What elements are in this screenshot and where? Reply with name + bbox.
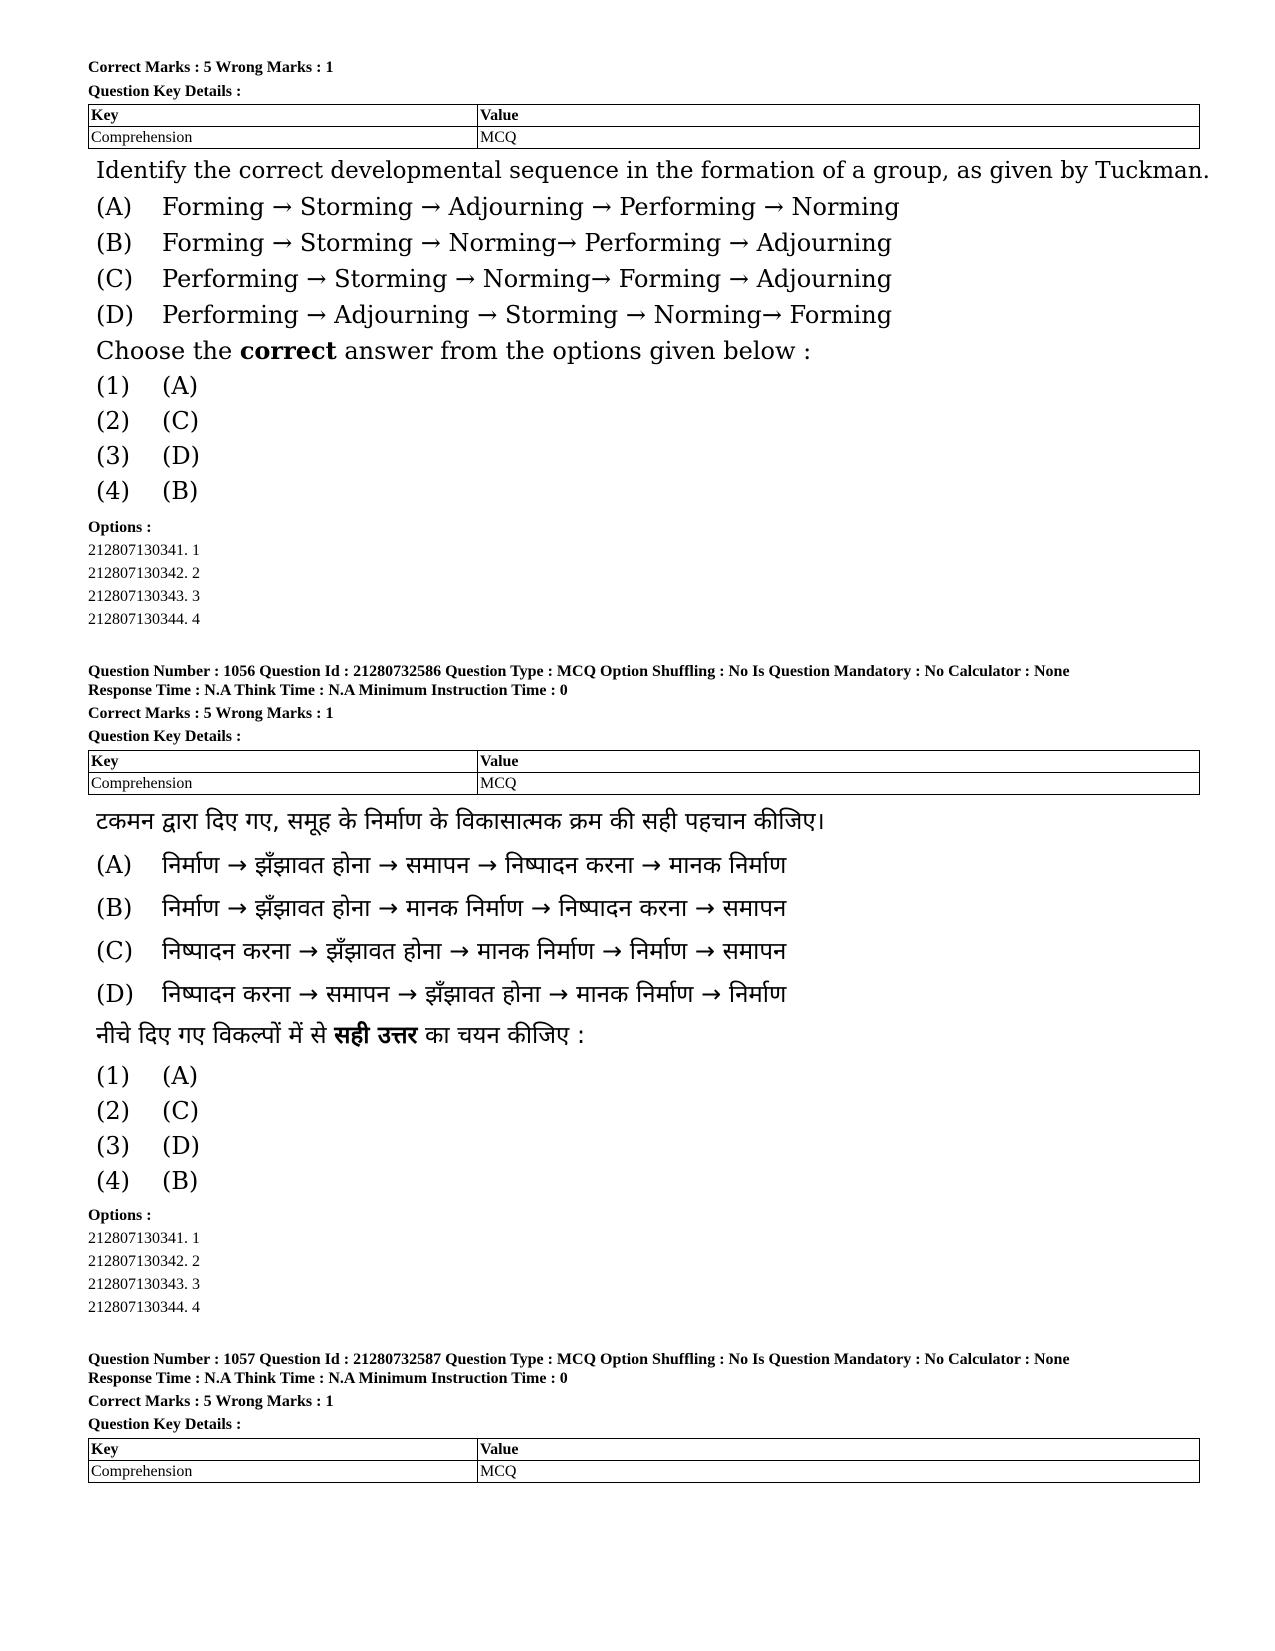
choice-text: Forming → Storming → Norming→ Performing → Adjourning xyxy=(162,229,893,257)
answer-row xyxy=(96,476,198,506)
marks-line: Correct Marks : 5 Wrong Marks : 1 xyxy=(88,1393,334,1410)
header-value: Value xyxy=(478,105,1200,127)
choice-text: निर्माण → झँझावत होना → मानक निर्माण → निष्पादन करना → समापन xyxy=(162,894,787,922)
question-header-line2: Response Time : N.A Think Time : N.A Minimum Instruction Time : 0 xyxy=(88,682,568,699)
question-header-line1: Question Number : 1056 Question Id : 21280732586 Question Type : MCQ Option Shuffling : No Is Question Mandatory : No Calculator : None xyxy=(88,663,1070,680)
header-value: Value xyxy=(478,751,1200,773)
option-item: 212807130342. 2 xyxy=(88,565,200,582)
key-details-label: Question Key Details : xyxy=(88,83,242,100)
choice-label: (D) xyxy=(96,980,134,1008)
key-details-table xyxy=(88,104,1200,149)
table-row xyxy=(89,1461,1200,1483)
answer-val: (D) xyxy=(162,1132,200,1160)
choice-a xyxy=(96,848,786,882)
choice-label: (C) xyxy=(96,265,134,293)
option-item: 212807130343. 3 xyxy=(88,588,200,605)
question-text: Identify the correct developmental sequence in the formation of a group, as given by Tuckman. xyxy=(96,158,1210,184)
instruction-bold: सही उत्तर xyxy=(334,1021,418,1049)
answer-row xyxy=(96,441,200,471)
options-label: Options : xyxy=(88,519,152,536)
table-header-row xyxy=(89,751,1200,773)
choice-text: Forming → Storming → Adjourning → Performing → Norming xyxy=(162,193,900,221)
answer-num: (3) xyxy=(96,442,130,470)
answer-row xyxy=(96,406,199,436)
option-item: 212807130341. 1 xyxy=(88,1230,200,1247)
choice-d xyxy=(96,977,786,1011)
choice-b xyxy=(96,228,892,258)
table-row xyxy=(89,773,1200,795)
choice-text: निष्पादन करना → समापन → झँझावत होना → मानक निर्माण → निर्माण xyxy=(162,980,787,1008)
table-row xyxy=(89,127,1200,149)
key-details-table xyxy=(88,750,1200,795)
cell-value: MCQ xyxy=(478,1461,1200,1483)
choice-b xyxy=(96,891,786,925)
answer-num: (2) xyxy=(96,1097,130,1125)
instruction-pre: नीचे दिए गए विकल्पों में से xyxy=(96,1021,335,1049)
header-key: Key xyxy=(89,1439,478,1461)
choice-text: निर्माण → झँझावत होना → समापन → निष्पादन करना → मानक निर्माण xyxy=(162,851,787,879)
option-item: 212807130344. 4 xyxy=(88,1299,200,1316)
answer-val: (B) xyxy=(162,1167,199,1195)
answer-val: (A) xyxy=(162,1062,199,1090)
key-details-label: Question Key Details : xyxy=(88,728,242,745)
choice-label: (A) xyxy=(96,193,133,221)
option-item: 212807130344. 4 xyxy=(88,611,200,628)
answer-num: (1) xyxy=(96,372,130,400)
options-label: Options : xyxy=(88,1207,152,1224)
instruction-post: का चयन कीजिए : xyxy=(417,1021,586,1049)
answer-num: (2) xyxy=(96,407,130,435)
option-item: 212807130343. 3 xyxy=(88,1276,200,1293)
answer-val: (C) xyxy=(162,1097,200,1125)
answer-num: (3) xyxy=(96,1132,130,1160)
question-text: टकमन द्वारा दिए गए, समूह के निर्माण के विकासात्मक क्रम की सही पहचान कीजिए। xyxy=(96,807,825,835)
answer-val: (D) xyxy=(162,442,200,470)
header-value: Value xyxy=(478,1439,1200,1461)
table-header-row xyxy=(89,105,1200,127)
choice-text: Performing → Adjourning → Storming → Norming→ Forming xyxy=(162,301,893,329)
option-item: 212807130341. 1 xyxy=(88,542,200,559)
answer-num: (4) xyxy=(96,1167,130,1195)
answer-row xyxy=(96,1059,198,1093)
cell-value: MCQ xyxy=(478,127,1200,149)
option-item: 212807130342. 2 xyxy=(88,1253,200,1270)
answer-row xyxy=(96,1164,198,1198)
instruction-bold: correct xyxy=(239,336,337,365)
header-key: Key xyxy=(89,751,478,773)
answer-num: (4) xyxy=(96,477,130,505)
instruction-text xyxy=(96,336,811,366)
question-header-line2: Response Time : N.A Think Time : N.A Minimum Instruction Time : 0 xyxy=(88,1370,568,1387)
instruction-post: answer from the options given below : xyxy=(336,337,812,365)
cell-key: Comprehension xyxy=(89,773,478,795)
marks-line: Correct Marks : 5 Wrong Marks : 1 xyxy=(88,59,334,76)
choice-label: (A) xyxy=(96,851,133,879)
answer-row xyxy=(96,1129,200,1163)
answer-val: (A) xyxy=(162,372,199,400)
choice-label: (B) xyxy=(96,229,133,257)
instruction-text xyxy=(96,1018,585,1052)
choice-d xyxy=(96,300,892,330)
table-header-row xyxy=(89,1439,1200,1461)
choice-c xyxy=(96,264,892,294)
choice-label: (D) xyxy=(96,301,134,329)
cell-key: Comprehension xyxy=(89,1461,478,1483)
cell-value: MCQ xyxy=(478,773,1200,795)
choice-c xyxy=(96,934,786,968)
key-details-table xyxy=(88,1438,1200,1483)
header-key: Key xyxy=(89,105,478,127)
choice-label: (C) xyxy=(96,937,134,965)
key-details-label: Question Key Details : xyxy=(88,1416,242,1433)
choice-a xyxy=(96,192,900,222)
answer-val: (C) xyxy=(162,407,200,435)
answer-row xyxy=(96,1094,199,1128)
marks-line: Correct Marks : 5 Wrong Marks : 1 xyxy=(88,705,334,722)
question-header-line1: Question Number : 1057 Question Id : 21280732587 Question Type : MCQ Option Shuffling : No Is Question Mandatory : No Calculator : None xyxy=(88,1351,1070,1368)
choice-text: Performing → Storming → Norming→ Forming → Adjourning xyxy=(162,265,893,293)
answer-num: (1) xyxy=(96,1062,130,1090)
choice-text: निष्पादन करना → झँझावत होना → मानक निर्माण → निर्माण → समापन xyxy=(162,937,787,965)
answer-row xyxy=(96,371,198,401)
choice-label: (B) xyxy=(96,894,133,922)
instruction-pre: Choose the xyxy=(96,337,240,365)
cell-key: Comprehension xyxy=(89,127,478,149)
answer-val: (B) xyxy=(162,477,199,505)
